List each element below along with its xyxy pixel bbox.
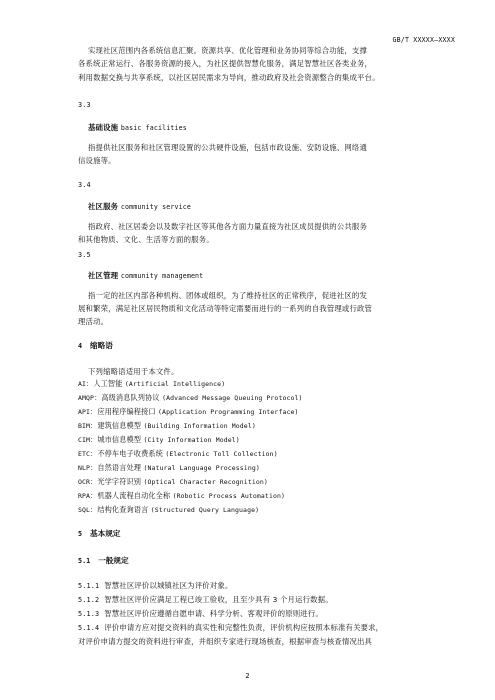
term-zh: 社区服务 (88, 202, 119, 211)
term-zh: 基础设施 (88, 123, 119, 132)
intro-line-3: 利用数据交换与共享系统，以社区居民需求为导向，推动政府及社会资源整合的集成平台。 (78, 73, 380, 82)
clause (78, 608, 323, 619)
term-en: community management (120, 272, 204, 280)
subsection-heading (78, 555, 129, 566)
term-heading (88, 270, 203, 281)
abbreviation-en: (Optical Character Recognition) (143, 478, 268, 486)
abbreviation-code: AI (78, 380, 87, 388)
abbreviation-en: (Robotic Process Automation) (172, 492, 285, 500)
term-number: 3.4 (78, 181, 91, 189)
abbreviation-en: (Natural Language Processing) (143, 464, 260, 472)
section-title: 基本规定 (90, 529, 121, 538)
abbreviation-en: (Electronic Toll Collection) (165, 450, 278, 458)
abbreviation-item: CIM：城市信息模型 (City Information Model) (78, 435, 240, 444)
abbreviation-zh: 机器人流程自动化全称 (97, 491, 171, 500)
term-heading (88, 122, 187, 133)
term-definition-line: 指政府、社区居委会以及数字社区等其他各方面力量直接为社区成员提供的公共服务 (88, 222, 368, 231)
abbreviation-en: (Artificial Intelligence) (124, 380, 226, 388)
section-title: 缩略语 (90, 341, 113, 350)
abbreviation-code: NLP (78, 464, 91, 472)
term-definition-line: 指一定的社区内部各种机构、团体或组织，为了维持社区的正常秩序，促进社区的发 (88, 291, 368, 300)
clause (78, 594, 333, 605)
subsection-number: 5.1 (78, 557, 91, 565)
abbreviation-en: (Application Programming Interface) (158, 408, 299, 416)
abbreviation-item: NLP：自然语言处理 (Natural Language Processing) (78, 463, 260, 472)
intro-line-2: 各系统正常运行、各服务资源的接入，为社区提供智慧化服务，满足智慧社区各类业务， (78, 59, 373, 68)
abbreviation-zh: 应用程序编程接口 (97, 407, 156, 416)
term-en: basic facilities (120, 124, 187, 132)
section-number: 4 (78, 342, 83, 350)
clause-number: 5.1.3 (78, 610, 100, 618)
abbreviation-item: SQL：结构化查询语言 (Structured Query Language) (78, 505, 260, 514)
clause-number: 5.1.1 (78, 582, 100, 590)
abbreviation-item: AI：人工智能 (Artificial Intelligence) (78, 379, 226, 388)
term-definition-line: 信设施等。 (78, 156, 116, 165)
term-definition-line: 和其他物质、文化、生活等方面的服务。 (78, 235, 214, 244)
clause (78, 580, 232, 591)
term-definition-line: 展和繁荣，满足社区居民物质和文化活动等特定需要而进行的一系列的自我管理或行政管 (78, 304, 373, 313)
abbreviation-zh: 不停车电子收费系统 (97, 449, 163, 458)
clause-text: 智慧社区评价应满足工程已竣工验收，且至少具有 3 个月运行数据。 (104, 595, 333, 604)
clause-continuation: 对评价申请方提交的资料进行审查，并组织专家进行现场核查，根据审查与核查情况出具 (78, 637, 373, 646)
abbreviation-item: ETC：不停车电子收费系统 (Electronic Toll Collection) (78, 449, 278, 458)
term-definition-line: 理活动。 (78, 317, 109, 326)
term-number: 3.5 (78, 251, 91, 259)
clause-text: 智慧社区评价以城镇社区为评价对象。 (104, 581, 233, 590)
intro-line-1: 实现社区范围内各系统信息汇聚。资源共享、优化管理和业务协同等综合功能，支撑 (88, 46, 368, 55)
term-definition-line: 指提供社区服务和社区管理设置的公共硬件设施，包括市政设施、安防设施、网络通 (88, 143, 368, 152)
abbreviation-item: RPA：机器人流程自动化全称 (Robotic Process Automation) (78, 491, 285, 500)
abbreviation-en: (Building Information Model) (143, 422, 256, 430)
section-heading (78, 528, 120, 539)
abbreviation-item: AMQP：高级消息队列协议 (Advanced Message Queuing Protocol) (78, 393, 303, 402)
section-intro: 下列缩略语适用于本文件。 (88, 367, 179, 376)
abbreviation-item: OCR：光学字符识别 (Optical Character Recognition) (78, 477, 268, 486)
abbreviation-code: RPA (78, 492, 91, 500)
term-en: community service (120, 203, 191, 211)
abbreviation-en: (City Information Model) (143, 436, 240, 444)
term-heading (88, 201, 191, 212)
abbreviation-item: API：应用程序编程接口 (Application Programming Interface) (78, 407, 299, 416)
abbreviation-code: BIM (78, 422, 91, 430)
abbreviation-code: SQL (78, 506, 91, 514)
abbreviation-item: BIM：建筑信息模型 (Building Information Model) (78, 421, 256, 430)
subsection-title: 一般规定 (98, 556, 129, 565)
section-heading (78, 340, 113, 351)
abbreviation-zh: 高级消息队列协议 (101, 393, 160, 402)
abbreviation-code: OCR (78, 478, 91, 486)
clause-text: 智慧社区评价应遵循自愿申请、科学分析、客观评价的原则进行。 (104, 609, 323, 618)
abbreviation-code: CIM (78, 436, 91, 444)
clause-text: 评价申请方应对提交资料的真实性和完整性负责，评价机构应按照本标准有关要求， (104, 623, 384, 632)
page-number: 2 (245, 672, 250, 680)
abbreviation-code: ETC (78, 450, 91, 458)
abbreviation-zh: 光学字符识别 (97, 477, 142, 486)
abbreviation-en: (Structured Query Language) (150, 506, 260, 514)
abbreviation-zh: 城市信息模型 (97, 435, 142, 444)
standard-number-header: GB/T XXXXX—XXXX (392, 36, 455, 44)
abbreviation-zh: 自然语言处理 (97, 463, 142, 472)
clause-number: 5.1.4 (78, 624, 100, 632)
section-number: 5 (78, 530, 83, 538)
abbreviation-code: AMQP (78, 394, 95, 402)
abbreviation-zh: 结构化查询语言 (97, 505, 149, 514)
term-zh: 社区管理 (88, 271, 119, 280)
clause-number: 5.1.2 (78, 596, 100, 604)
abbreviation-code: API (78, 408, 91, 416)
clause (78, 622, 383, 633)
term-number: 3.3 (78, 101, 91, 109)
abbreviation-en: (Advanced Message Queuing Protocol) (162, 394, 303, 402)
abbreviation-zh: 人工智能 (93, 379, 123, 388)
abbreviation-zh: 建筑信息模型 (97, 421, 142, 430)
